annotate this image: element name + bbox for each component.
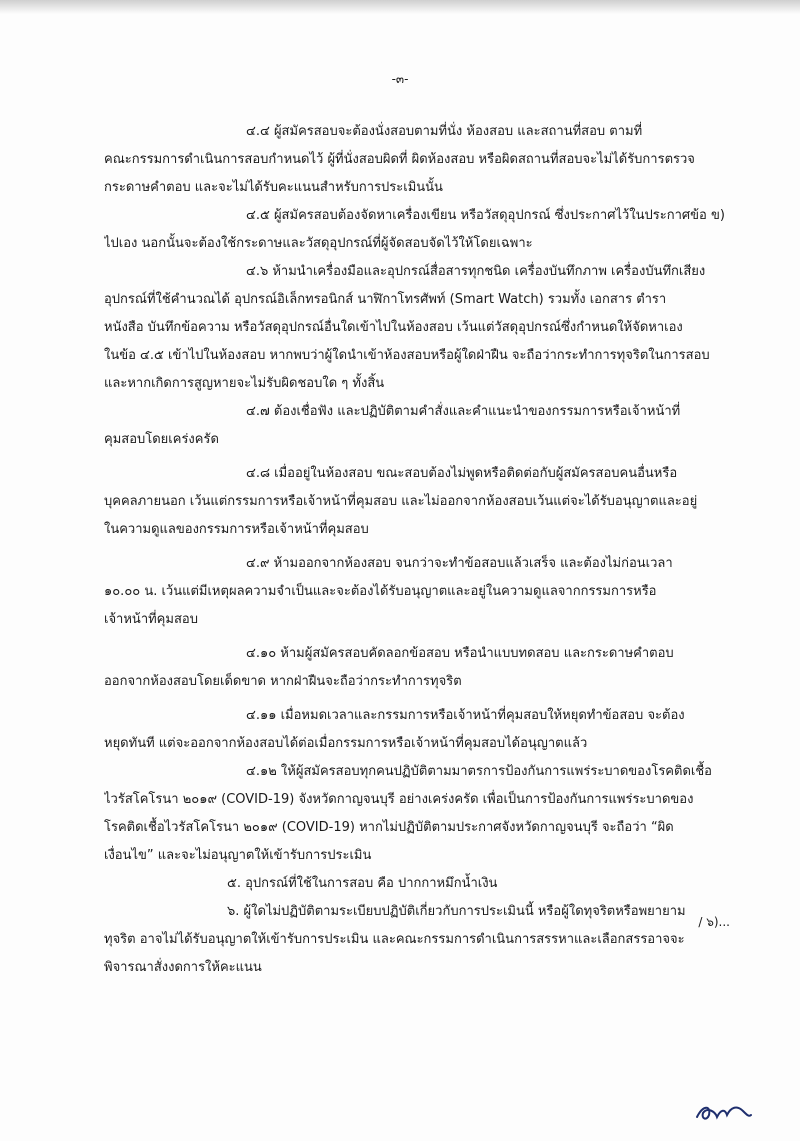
text-line: เงื่อนไข” และจะไม่อนุญาตให้เข้ารับการประเมิน bbox=[104, 848, 372, 863]
paragraph bbox=[104, 870, 734, 898]
text-line: บุคคลภายนอก เว้นแต่กรรมการหรือเจ้าหน้าที่คุมสอบ และไม่ออกจากห้องสอบเว้นแต่จะได้รับอนุญาตและอยู่ bbox=[104, 494, 698, 509]
continuation-marker: / ๖)... bbox=[698, 915, 730, 929]
paragraph bbox=[104, 640, 734, 696]
paragraph bbox=[104, 898, 734, 982]
paragraph bbox=[104, 398, 734, 454]
text-line: ๔.๑๐ ห้ามผู้สมัครสอบคัดลอกข้อสอบ หรือนำแบบทดสอบ และกระดาษคำตอบ bbox=[246, 646, 674, 661]
text-line: ๔.๘ เมื่ออยู่ในห้องสอบ ขณะสอบต้องไม่พูดหรือติดต่อกับผู้สมัครสอบคนอื่นหรือ bbox=[246, 466, 678, 481]
text-line: หนังสือ บันทึกข้อความ หรือวัสดุอุปกรณ์อื่นใดเข้าไปในห้องสอบ เว้นแต่วัสดุอุปกรณ์ซึ่งกำหนดให้จัดหาเอง bbox=[104, 320, 683, 335]
paragraph bbox=[104, 758, 734, 870]
signature-mark bbox=[693, 1097, 753, 1125]
text-line: ออกจากห้องสอบโดยเด็ดขาด หากฝ่าฝืนจะถือว่ากระทำการทุจริต bbox=[104, 674, 462, 689]
text-line: ในข้อ ๔.๕ เข้าไปในห้องสอบ หากพบว่าผู้ใดนำเข้าห้องสอบหรือผู้ใดฝ่าฝืน จะถือว่ากระทำการทุจริตในการสอบ bbox=[104, 348, 710, 363]
text-line: อุปกรณ์ที่ใช้คำนวณได้ อุปกรณ์อิเล็กทรอนิกส์ นาฬิกาโทรศัพท์ (Smart Watch) รวมทั้ง เอกสาร ตำรา bbox=[104, 292, 667, 307]
text-line: ๔.๔ ผู้สมัครสอบจะต้องนั่งสอบตามที่นั่ง ห้องสอบ และสถานที่สอบ ตามที่ bbox=[246, 124, 643, 139]
paragraph bbox=[104, 118, 734, 202]
text-line: คุมสอบโดยเคร่งครัด bbox=[104, 432, 219, 447]
paragraph bbox=[104, 460, 734, 544]
scan-edge-shadow bbox=[0, 0, 800, 14]
text-line: ๖. ผู้ใดไม่ปฏิบัติตามระเบียบปฏิบัติเกี่ยวกับการประเมินนี้ หรือผู้ใดทุจริตหรือพยายาม bbox=[227, 904, 686, 919]
text-line: ๔.๕ ผู้สมัครสอบต้องจัดหาเครื่องเขียน หรือวัสดุอุปกรณ์ ซึ่งประกาศไว้ในประกาศข้อ ข) bbox=[246, 208, 725, 223]
paragraph bbox=[104, 202, 734, 258]
paragraph bbox=[104, 258, 734, 398]
text-line: ๔.๙ ห้ามออกจากห้องสอบ จนกว่าจะทำข้อสอบแล้วเสร็จ และต้องไม่ก่อนเวลา bbox=[246, 556, 673, 571]
paragraph bbox=[104, 702, 734, 758]
text-line: ๑๐.๐๐ น. เว้นแต่มีเหตุผลความจำเป็นและจะต้องได้รับอนุญาตและอยู่ในความดูแลจากกรรมการหรือ bbox=[104, 584, 657, 599]
text-line: หยุดทันที แต่จะออกจากห้องสอบได้ต่อเมื่อกรรมการหรือเจ้าหน้าที่คุมสอบได้อนุญาตแล้ว bbox=[104, 736, 588, 751]
paragraph bbox=[104, 550, 734, 634]
text-line: คณะกรรมการดำเนินการสอบกำหนดไว้ ผู้ที่นั่งสอบผิดที่ ผิดห้องสอบ หรือผิดสถานที่สอบจะไม่ได้รับการตรวจ bbox=[104, 152, 695, 167]
text-line: ๔.๑๑ เมื่อหมดเวลาและกรรมการหรือเจ้าหน้าที่คุมสอบให้หยุดทำข้อสอบ จะต้อง bbox=[246, 708, 685, 723]
document-body bbox=[104, 118, 734, 982]
text-line: กระดาษคำตอบ และจะไม่ได้รับคะแนนสำหรับการประเมินนั้น bbox=[104, 180, 443, 195]
text-line: ไวรัสโคโรนา ๒๐๑๙ (COVID-19) จังหวัดกาญจนบุรี อย่างเคร่งครัด เพื่อเป็นการป้องกันการแพร่ระบาดของ bbox=[104, 792, 694, 807]
text-line: ๔.๑๒ ให้ผู้สมัครสอบทุกคนปฏิบัติตามมาตรการป้องกันการแพร่ระบาดของโรคติดเชื้อ bbox=[246, 764, 712, 779]
text-line: ในความดูแลของกรรมการหรือเจ้าหน้าที่คุมสอบ bbox=[104, 522, 369, 537]
text-line: ๕. อุปกรณ์ที่ใช้ในการสอบ คือ ปากกาหมึกน้ำเงิน bbox=[227, 876, 498, 891]
text-line: ๔.๗ ต้องเชื่อฟัง และปฏิบัติตามคำสั่งและคำแนะนำของกรรมการหรือเจ้าหน้าที่ bbox=[246, 404, 681, 419]
text-line: และหากเกิดการสูญหายจะไม่รับผิดชอบใด ๆ ทั้งสิ้น bbox=[104, 376, 385, 391]
page-number: -๓- bbox=[391, 72, 409, 86]
text-line: โรคติดเชื้อไวรัสโคโรนา ๒๐๑๙ (COVID-19) หากไม่ปฏิบัติตามประกาศจังหวัดกาญจนบุรี จะถือว่า “ผิด bbox=[104, 820, 674, 835]
text-line: พิจารณาสั่งงดการให้คะแนน bbox=[104, 960, 262, 975]
text-line: ๔.๖ ห้ามนำเครื่องมือและอุปกรณ์สื่อสารทุกชนิด เครื่องบันทึกภาพ เครื่องบันทึกเสียง bbox=[246, 264, 706, 279]
text-line: ไปเอง นอกนั้นจะต้องใช้กระดาษและวัสดุอุปกรณ์ที่ผู้จัดสอบจัดไว้ให้โดยเฉพาะ bbox=[104, 236, 533, 251]
text-line: เจ้าหน้าที่คุมสอบ bbox=[104, 612, 198, 627]
text-line: ทุจริต อาจไม่ได้รับอนุญาตให้เข้ารับการประเมิน และคณะกรรมการดำเนินการสรรหาและเลือกสรรอาจจะ bbox=[104, 932, 685, 947]
